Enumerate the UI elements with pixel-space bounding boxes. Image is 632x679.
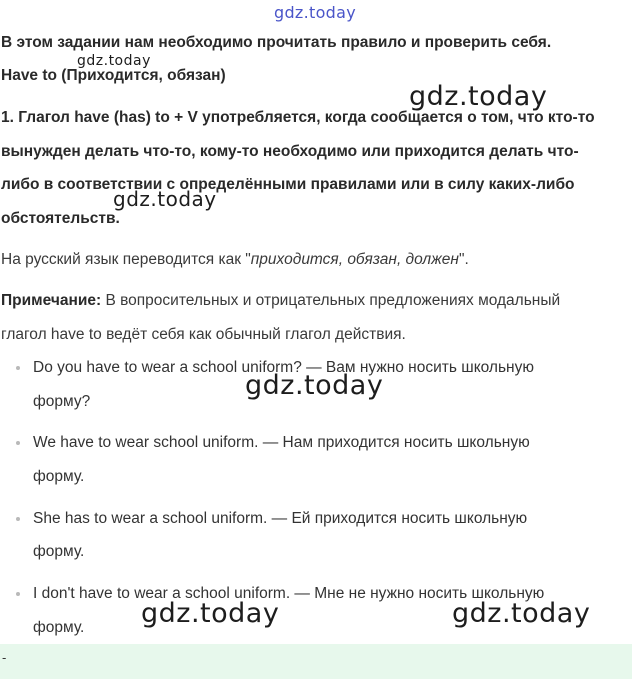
bullet-dot (16, 517, 20, 521)
bullet-dot (16, 441, 20, 445)
note-label: Примечание: (1, 292, 102, 309)
bullet-dot (16, 366, 20, 370)
example-3-line-1: She has to wear a school uniform. — Ей приходится носить школьную (33, 510, 528, 527)
note-line-2: глагол have to ведёт себя как обычный глагол действия. (1, 326, 406, 343)
example-4-line-2: форму. (33, 619, 85, 636)
example-4-line-1: I don't have to wear a school uniform. — Мне не нужно носить школьную (33, 585, 545, 602)
footer-band (0, 644, 632, 679)
footer-dash: - (2, 650, 7, 665)
watermark-bottom-right: gdz.today (452, 598, 591, 629)
note-text-1: В вопросительных и отрицательных предложениях модальный (101, 292, 561, 309)
watermark-mid-right: gdz.today (409, 81, 548, 112)
watermark-small: gdz.today (77, 53, 151, 69)
watermark-center: gdz.today (245, 370, 384, 401)
note-line-1 (1, 291, 560, 311)
bullet-dot (16, 592, 20, 596)
rule-line-1: 1. Глагол have (has) to + V употребляется, когда сообщается о том, что кто-то (1, 109, 595, 126)
example-1-line-2: форму? (33, 393, 91, 410)
example-3-line-2: форму. (33, 543, 85, 560)
translation-prefix: На русский язык переводится как " (1, 251, 251, 268)
rule-line-4: обстоятельств. (1, 210, 120, 227)
watermark-mid-left: gdz.today (113, 187, 217, 211)
example-1-line-1: Do you have to wear a school uniform? — Вам нужно носить школьную (33, 359, 534, 376)
watermark-bottom-left: gdz.today (141, 598, 280, 629)
rule-line-3: либо в соответствии с определёнными правилами или в силу каких-либо (1, 176, 575, 193)
intro-text: В этом задании нам необходимо прочитать правило и проверить себя. (1, 34, 552, 51)
rule-line-2: вынужден делать что-то, кому-то необходимо или приходится делать что- (1, 143, 579, 160)
translation-line (1, 250, 469, 270)
translation-italic: приходится, обязан, должен (250, 251, 459, 268)
translation-suffix: ". (458, 251, 469, 268)
rule-heading: Have to (Приходится, обязан) (1, 67, 226, 84)
example-2-line-2: форму. (33, 468, 85, 485)
example-2-line-1: We have to wear school uniform. — Нам приходится носить школьную (33, 434, 530, 451)
watermark-top: gdz.today (274, 3, 356, 22)
